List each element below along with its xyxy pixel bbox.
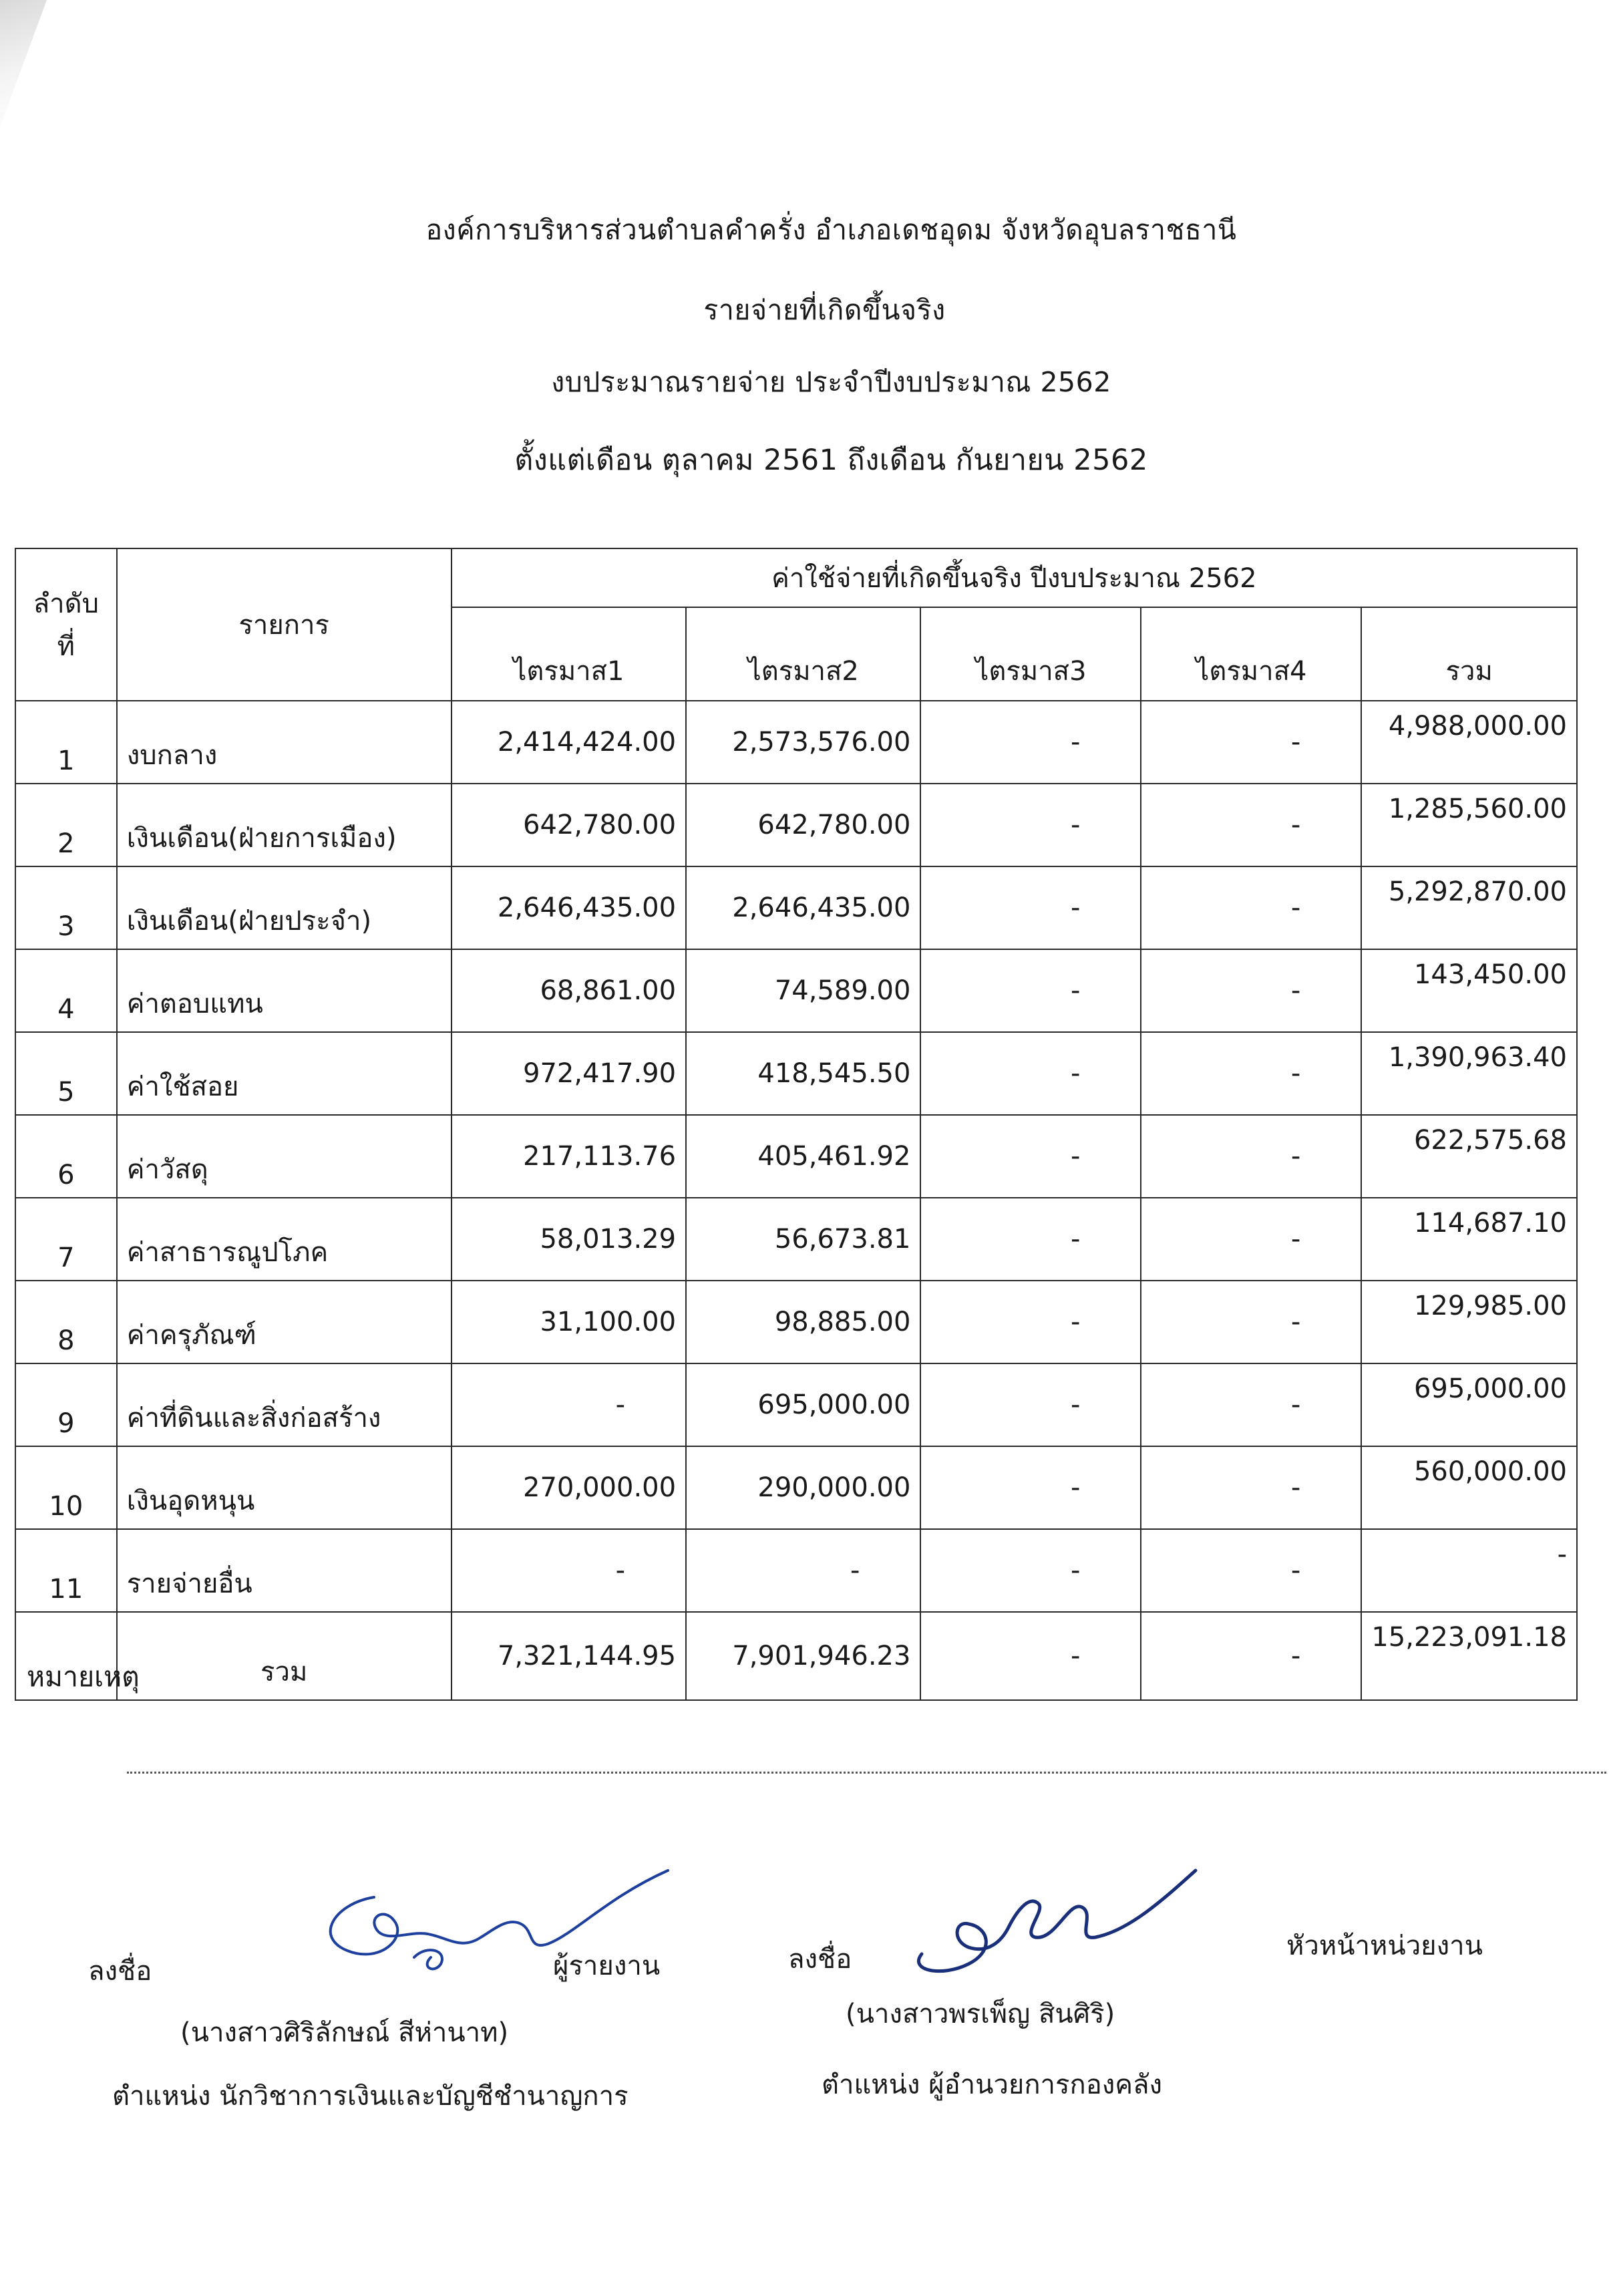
- total-q2: 7,901,946.23: [686, 1612, 920, 1700]
- header-group: ค่าใช้จ่ายที่เกิดขึ้นจริง ปีงบประมาณ 2562: [452, 548, 1577, 607]
- row-q4: -: [1141, 784, 1361, 866]
- row-total: 1,390,963.40: [1361, 1032, 1577, 1115]
- header-q2: ไตรมาส2: [686, 607, 920, 701]
- row-q4: -: [1141, 1032, 1361, 1115]
- row-q2: 405,461.92: [686, 1115, 920, 1198]
- table-row: [15, 1281, 1577, 1363]
- row-q1: 58,013.29: [452, 1198, 686, 1281]
- table-row: [15, 866, 1577, 949]
- table-row: [15, 1529, 1577, 1612]
- row-number: 3: [15, 866, 117, 949]
- head-signature: [895, 1854, 1202, 1987]
- row-q3: -: [920, 1363, 1141, 1446]
- row-q1: 2,646,435.00: [452, 866, 686, 949]
- reporter-name: (นางสาวศิริลักษณ์ สีห่านาท): [180, 2017, 509, 2048]
- row-total: 1,285,560.00: [1361, 784, 1577, 866]
- header-q4: ไตรมาส4: [1141, 607, 1361, 701]
- row-q4: -: [1141, 866, 1361, 949]
- header-q3: ไตรมาส3: [920, 607, 1141, 701]
- head-role: หัวหน้าหน่วยงาน: [1286, 1931, 1483, 1961]
- table-row: [15, 1032, 1577, 1115]
- row-q2: 290,000.00: [686, 1446, 920, 1529]
- table-row: [15, 1115, 1577, 1198]
- header-q1: ไตรมาส1: [452, 607, 686, 701]
- row-number: 9: [15, 1363, 117, 1446]
- row-q4: -: [1141, 1198, 1361, 1281]
- head-sign-label: ลงชื่อ: [788, 1944, 852, 1975]
- reporter-role: ผู้รายงาน: [553, 1951, 661, 1981]
- row-q1: 217,113.76: [452, 1115, 686, 1198]
- row-q4: -: [1141, 949, 1361, 1032]
- expense-table: [15, 548, 1578, 1701]
- row-q3: -: [920, 866, 1141, 949]
- row-number: 4: [15, 949, 117, 1032]
- total-row: [15, 1612, 1577, 1700]
- row-q4: -: [1141, 1115, 1361, 1198]
- row-q3: -: [920, 949, 1141, 1032]
- row-number: 6: [15, 1115, 117, 1198]
- table-row: [15, 1446, 1577, 1529]
- row-item: ค่าใช้สอย: [117, 1032, 452, 1115]
- row-q3: -: [920, 1529, 1141, 1612]
- row-q2: 74,589.00: [686, 949, 920, 1032]
- row-q1: 2,414,424.00: [452, 701, 686, 784]
- row-total: 143,450.00: [1361, 949, 1577, 1032]
- header-item: รายการ: [117, 548, 452, 701]
- row-q3: -: [920, 784, 1141, 866]
- row-number: 2: [15, 784, 117, 866]
- table-row: [15, 949, 1577, 1032]
- row-q3: -: [920, 1281, 1141, 1363]
- row-number: 1: [15, 701, 117, 784]
- total-q4: -: [1141, 1612, 1361, 1700]
- table-row: [15, 1198, 1577, 1281]
- row-number: 8: [15, 1281, 117, 1363]
- row-total: 5,292,870.00: [1361, 866, 1577, 949]
- row-total: 114,687.10: [1361, 1198, 1577, 1281]
- row-q4: -: [1141, 1363, 1361, 1446]
- row-q2: 695,000.00: [686, 1363, 920, 1446]
- row-q4: -: [1141, 1446, 1361, 1529]
- row-q2: 2,573,576.00: [686, 701, 920, 784]
- row-q2: 56,673.81: [686, 1198, 920, 1281]
- row-item: ค่าที่ดินและสิ่งก่อสร้าง: [117, 1363, 452, 1446]
- row-q2: 418,545.50: [686, 1032, 920, 1115]
- organization-name: องค์การบริหารส่วนตำบลคำครั่ง อำเภอเดชอุดม จังหวัดอุบลราชธานี: [425, 214, 1237, 246]
- total-sum: 15,223,091.18: [1361, 1612, 1577, 1700]
- row-q3: -: [920, 1446, 1141, 1529]
- row-total: 560,000.00: [1361, 1446, 1577, 1529]
- row-q1: 972,417.90: [452, 1032, 686, 1115]
- table-row: [15, 701, 1577, 784]
- total-q1: 7,321,144.95: [452, 1612, 686, 1700]
- reporter-sign-label: ลงชื่อ: [88, 1956, 152, 1987]
- row-q1: 642,780.00: [452, 784, 686, 866]
- table-row: [15, 1363, 1577, 1446]
- reporter-position: ตำแหน่ง นักวิชาการเงินและบัญชีชำนาญการ: [112, 2081, 629, 2112]
- row-q1: -: [452, 1363, 686, 1446]
- row-q3: -: [920, 1115, 1141, 1198]
- row-number: 5: [15, 1032, 117, 1115]
- row-number: 11: [15, 1529, 117, 1612]
- header-total: รวม: [1361, 607, 1577, 701]
- row-q1: 31,100.00: [452, 1281, 686, 1363]
- row-item: ค่าสาธารณูปโภค: [117, 1198, 452, 1281]
- report-title: รายจ่ายที่เกิดขึ้นจริง: [703, 294, 946, 326]
- note-dotted-line: [127, 1772, 1606, 1774]
- note-label: หมายเหตุ: [27, 1661, 140, 1693]
- row-q4: -: [1141, 701, 1361, 784]
- header-no: ลำดับที่: [15, 548, 117, 701]
- row-item: รายจ่ายอื่น: [117, 1529, 452, 1612]
- row-number: 10: [15, 1446, 117, 1529]
- row-total: -: [1361, 1529, 1577, 1612]
- table-header-row: [15, 548, 1577, 607]
- row-q3: -: [920, 701, 1141, 784]
- row-total: 695,000.00: [1361, 1363, 1577, 1446]
- row-item: เงินเดือน(ฝ่ายประจำ): [117, 866, 452, 949]
- row-item: เงินอุดหนุน: [117, 1446, 452, 1529]
- row-q2: -: [686, 1529, 920, 1612]
- row-item: ค่าครุภัณฑ์: [117, 1281, 452, 1363]
- row-item: ค่าตอบแทน: [117, 949, 452, 1032]
- row-q2: 642,780.00: [686, 784, 920, 866]
- total-label: รวม: [117, 1612, 452, 1700]
- table-body: [15, 701, 1577, 1700]
- row-q1: 270,000.00: [452, 1446, 686, 1529]
- row-q3: -: [920, 1198, 1141, 1281]
- row-total: 129,985.00: [1361, 1281, 1577, 1363]
- row-q4: -: [1141, 1281, 1361, 1363]
- head-position: ตำแหน่ง ผู้อำนวยการกองคลัง: [822, 2070, 1163, 2100]
- row-q2: 98,885.00: [686, 1281, 920, 1363]
- row-item: ค่าวัสดุ: [117, 1115, 452, 1198]
- row-q2: 2,646,435.00: [686, 866, 920, 949]
- row-item: เงินเดือน(ฝ่ายการเมือง): [117, 784, 452, 866]
- table-row: [15, 784, 1577, 866]
- row-q3: -: [920, 1032, 1141, 1115]
- head-name: (นางสาวพรเพ็ญ สินศิริ): [846, 1999, 1115, 2029]
- row-item: งบกลาง: [117, 701, 452, 784]
- row-q1: -: [452, 1529, 686, 1612]
- row-total: 4,988,000.00: [1361, 701, 1577, 784]
- budget-title: งบประมาณรายจ่าย ประจำปีงบประมาณ 2562: [551, 366, 1111, 398]
- row-number: 7: [15, 1198, 117, 1281]
- report-period: ตั้งแต่เดือน ตุลาคม 2561 ถึงเดือน กันยายน 2562: [514, 444, 1148, 477]
- total-q3: -: [920, 1612, 1141, 1700]
- folded-corner: [0, 0, 47, 127]
- row-q4: -: [1141, 1529, 1361, 1612]
- row-q1: 68,861.00: [452, 949, 686, 1032]
- row-total: 622,575.68: [1361, 1115, 1577, 1198]
